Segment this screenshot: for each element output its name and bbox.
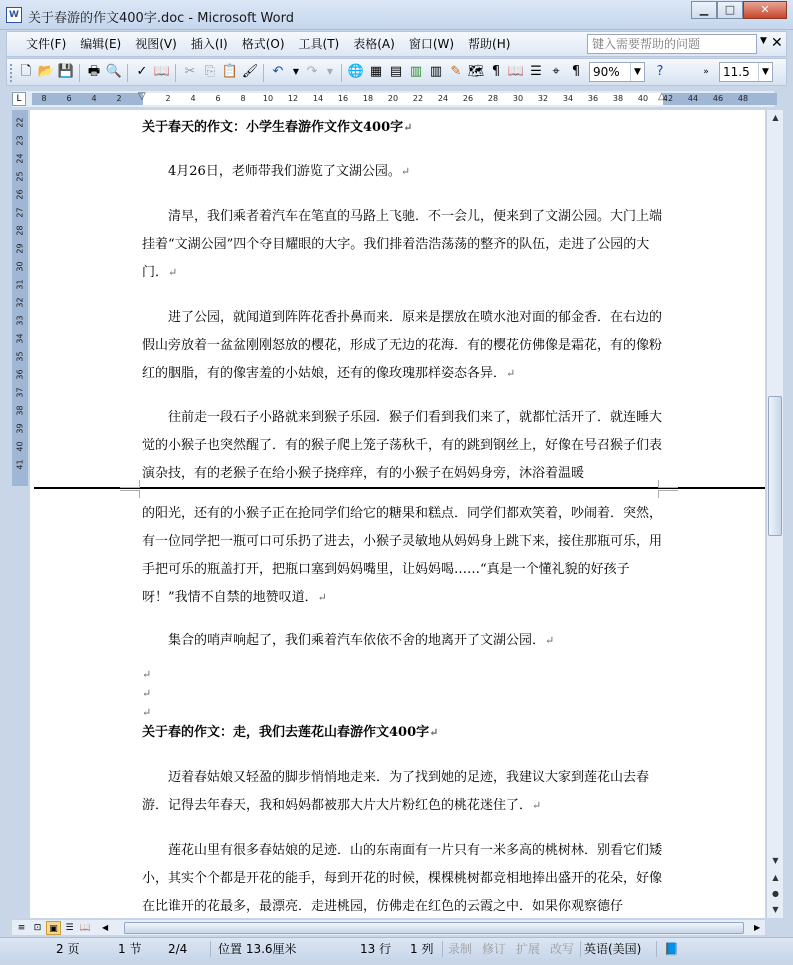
format-painter-icon[interactable]: 🖌 — [241, 64, 259, 79]
doc-paragraph: 的阳光，还有的小猴子正在抢同学们给它的糖果和糕点．同学们都欢笑着，吵闹着．突然，有一位同学把一瓶可口可乐扔了进去，小猴子灵敏地从妈妈身上跳下来，接住那瓶可乐，用手把可乐的瓶盖打开，把瓶口塞到妈妈嘴里，让妈妈喝……“真是一个懂礼貌的好孩子呀！”我情不自禁的地赞叹道．↵ — [142, 506, 663, 605]
ruler-tick: 26 — [462, 94, 474, 103]
vruler-tick: 38 — [15, 405, 25, 416]
ruler-tick: 24 — [437, 94, 449, 103]
tables-borders-icon[interactable]: ▦ — [369, 64, 383, 79]
ruler-tick: 2 — [165, 94, 171, 103]
menu-insert[interactable]: 插入(I) — [190, 37, 228, 51]
research-icon[interactable]: 📖 — [153, 64, 171, 79]
doc-paragraph: 往前走一段石子小路就来到猴子乐园．猴子们看到我们来了，就都忙活开了．就连睡大觉的小猴子也突然醒了．有的猴子爬上笼子荡秋千，有的跳到钢丝上，好像在号召猴子们表演杂技，有的老猴子在给小猴子挠痒痒，有的小猴子在妈妈身旁，沐浴着温暖 — [142, 410, 663, 481]
status-separator — [442, 941, 443, 957]
help-dropdown-icon[interactable]: ▼ — [760, 36, 767, 46]
reading-mode-icon[interactable]: 📖 — [507, 64, 525, 79]
redo-icon[interactable]: ↷ — [306, 64, 318, 79]
ruler-tick: 36 — [587, 94, 599, 103]
ruler-tick: 46 — [712, 94, 724, 103]
status-column: 1 列 — [410, 942, 434, 956]
print-layout-icon[interactable]: ▣ — [46, 921, 61, 935]
doc-paragraph: 莲花山里有很多春姑娘的足迹．山的东南面有一片只有一米多高的桃树林．别看它们矮小，其实个个都是开花的能手，每到开花的时候，棵棵桃树都竞相地捧出盛开的花朵，好像在比谁开的花最多，最漂亮．走进桃园，仿佛走在红色的云霞之中．如果你观察德仔 — [142, 843, 663, 914]
menu-view[interactable]: 视图(V) — [135, 37, 177, 51]
print-preview-icon[interactable]: 🔍 — [105, 64, 123, 79]
font-size-value: 11.5 — [723, 65, 750, 79]
scroll-down-icon[interactable]: ▼ — [772, 856, 779, 865]
doc-heading: 关于春的作文：走，我们去莲花山春游作文400字↵ — [142, 725, 439, 740]
paragraph-mark: ↵ — [429, 726, 439, 739]
ruler-tick: 6 — [215, 94, 221, 103]
zoom-value: 90% — [593, 65, 620, 79]
spelling-icon[interactable]: ✓ — [136, 64, 148, 79]
web-layout-icon[interactable]: ⊡ — [33, 923, 42, 933]
vruler-tick: 26 — [15, 189, 25, 200]
toolbar-separator — [341, 64, 342, 82]
vertical-scrollbar[interactable] — [766, 110, 783, 918]
vruler-tick: 34 — [15, 333, 25, 344]
ruler-tick: 40 — [637, 94, 649, 103]
horizontal-ruler-area — [12, 91, 774, 107]
vruler-tick: 25 — [15, 171, 25, 182]
menu-table[interactable]: 表格(A) — [353, 37, 395, 51]
toolbar-separator — [79, 64, 80, 82]
ruler-tick: 34 — [562, 94, 574, 103]
doc-paragraph: 清早，我们乘者着汽车在笔直的马路上飞驰．不一会儿，便来到了文湖公园。大门上端挂着“文湖公园”四个夺目耀眼的大字。我们排着浩浩荡荡的整齐的队伍，走进了公园的大门．↵ — [142, 209, 663, 280]
vruler-tick: 33 — [15, 315, 25, 326]
menu-format[interactable]: 格式(O) — [241, 37, 285, 51]
help-icon[interactable]: ? — [656, 64, 664, 79]
browse-object-icon[interactable]: ● — [772, 889, 779, 898]
ruler-tick: 16 — [337, 94, 349, 103]
drawing-icon[interactable]: ✎ — [450, 64, 462, 79]
status-language[interactable]: 英语(美国) — [584, 942, 642, 956]
horizontal-ruler[interactable] — [32, 93, 777, 105]
zoom-dropdown-icon[interactable]: ▼ — [630, 63, 644, 81]
copy-icon[interactable]: ⎘ — [204, 64, 216, 79]
ruler-tick: 14 — [312, 94, 324, 103]
margin-corner-mark — [120, 490, 140, 498]
vertical-ruler[interactable] — [12, 110, 28, 486]
document-canvas[interactable] — [30, 110, 765, 918]
paragraph-mark: ↵ — [403, 121, 413, 134]
first-line-indent-marker[interactable]: ▽ — [138, 91, 146, 102]
ruler-tick: 18 — [362, 94, 374, 103]
document-map-icon[interactable]: 🗺 — [467, 64, 485, 79]
undo-dropdown-icon[interactable]: ▼ — [292, 67, 300, 76]
doc-paragraph: 集合的哨声响起了，我们乘着汽车依依不舍的地离开了文湖公园．↵ — [142, 633, 555, 648]
empty-paragraph: ↵ — [142, 668, 152, 681]
paragraph-mark: ↵ — [506, 367, 516, 380]
previous-page-icon[interactable]: ▲ — [772, 873, 779, 882]
vruler-tick: 30 — [15, 261, 25, 272]
font-size-select[interactable] — [719, 62, 773, 82]
menu-bar — [6, 31, 787, 57]
toolbar-grip[interactable] — [10, 64, 13, 82]
vruler-tick: 28 — [15, 225, 25, 236]
paste-icon[interactable]: 📋 — [221, 64, 239, 79]
maximize-button[interactable]: □ — [717, 1, 743, 19]
spelling-status-icon[interactable]: 📘 — [664, 942, 679, 956]
doc-heading: 关于春天的作文：小学生春游作文作文400字↵ — [142, 120, 413, 135]
show-hide-icon[interactable]: ¶ — [491, 64, 501, 79]
standard-toolbar — [6, 58, 787, 86]
toolbar-separator — [127, 64, 128, 82]
status-section: 1 节 — [118, 942, 142, 956]
close-button[interactable]: ✕ — [743, 1, 787, 19]
ruler-tick: 38 — [612, 94, 624, 103]
ruler-tick: 32 — [537, 94, 549, 103]
drawing-tools-icon[interactable]: ⌖ — [552, 64, 560, 79]
paragraph-mark: ↵ — [317, 591, 327, 604]
window-title: 关于春游的作文400字.doc - Microsoft Word — [28, 11, 294, 26]
vruler-tick: 40 — [15, 441, 25, 452]
empty-paragraph: ↵ — [142, 706, 152, 719]
paragraph-mark: ↵ — [545, 634, 555, 647]
redo-dropdown-icon[interactable]: ▼ — [326, 67, 334, 76]
vruler-tick: 36 — [15, 369, 25, 380]
ruler-tick: 20 — [387, 94, 399, 103]
open-folder-icon[interactable]: 📂 — [37, 64, 55, 79]
ruler-tick: 6 — [66, 94, 72, 103]
window-controls — [691, 1, 787, 19]
ruler-tick: 48 — [737, 94, 749, 103]
ruler-tick: 42 — [662, 94, 674, 103]
ruler-text-area — [143, 93, 663, 105]
status-overtype[interactable]: 改写 — [550, 942, 575, 956]
vruler-tick: 27 — [15, 207, 25, 218]
status-page-of: 2/4 — [168, 942, 188, 956]
status-position: 位置 13.6厘米 — [218, 942, 297, 956]
right-indent-marker[interactable]: △ — [658, 91, 666, 102]
word-app-icon[interactable]: W — [6, 7, 22, 23]
ruler-tick: 28 — [487, 94, 499, 103]
paragraph-mark: ↵ — [168, 266, 178, 279]
scroll-right-icon[interactable]: ▶ — [754, 923, 761, 932]
ruler-tick: 44 — [687, 94, 699, 103]
menu-window[interactable]: 窗口(W) — [408, 37, 455, 51]
status-separator — [210, 941, 211, 957]
toolbar-separator — [263, 64, 264, 82]
vruler-tick: 32 — [15, 297, 25, 308]
cut-icon[interactable]: ✂ — [184, 64, 196, 79]
margin-corner-mark — [120, 480, 140, 488]
status-page: 2 页 — [56, 942, 80, 956]
toolbar-separator — [175, 64, 176, 82]
ruler-tick: 22 — [412, 94, 424, 103]
outline-view-icon[interactable]: ☰ — [65, 923, 74, 933]
status-separator — [656, 941, 657, 957]
hyperlink-icon[interactable]: 🌐 — [347, 64, 365, 79]
undo-icon[interactable]: ↶ — [272, 64, 284, 79]
ruler-tick: 30 — [512, 94, 524, 103]
ruler-tick: 2 — [116, 94, 122, 103]
margin-corner-mark — [658, 490, 678, 498]
vruler-tick: 24 — [15, 153, 25, 164]
new-document-icon[interactable]: 🗋 — [20, 64, 32, 79]
status-track-changes[interactable]: 修订 — [482, 942, 507, 956]
status-extend[interactable]: 扩展 — [516, 942, 541, 956]
scroll-up-icon[interactable]: ▲ — [772, 113, 779, 122]
menu-edit[interactable]: 编辑(E) — [80, 37, 122, 51]
doc-paragraph: 4月26日，老师带我们游览了文湖公园。↵ — [142, 164, 411, 179]
ruler-tick: 12 — [287, 94, 299, 103]
vruler-tick: 41 — [15, 459, 25, 470]
menu-tools[interactable]: 工具(T) — [298, 37, 340, 51]
pilcrow-toggle-icon[interactable]: ¶ — [571, 64, 581, 79]
toolbar-options-icon[interactable]: » — [703, 67, 709, 77]
vruler-tick: 29 — [15, 243, 25, 254]
columns-layout-icon[interactable]: ☰ — [530, 64, 542, 79]
insert-excel-icon[interactable]: ▥ — [409, 64, 423, 79]
minimize-button[interactable]: ▁ — [691, 1, 717, 19]
tab-selector-icon[interactable]: L — [12, 92, 26, 106]
paragraph-mark: ↵ — [400, 165, 411, 178]
status-bar — [0, 937, 793, 959]
horizontal-scroll-thumb[interactable] — [124, 922, 744, 934]
doc-paragraph: 迈着春姑娘又轻盈的脚步悄悄地走来．为了找到她的足迹，我建议大家到莲花山去春游．记得去年春天，我和妈妈都被那大片大片粉红色的桃花迷住了．↵ — [142, 770, 650, 813]
help-search-input[interactable]: 键入需要帮助的问题 — [587, 34, 757, 54]
empty-paragraph: ↵ — [142, 687, 152, 700]
menu-help[interactable]: 帮助(H) — [468, 37, 511, 51]
vertical-scroll-thumb[interactable] — [768, 396, 782, 536]
ruler-tick: 10 — [262, 94, 274, 103]
ruler-tick: 4 — [91, 94, 97, 103]
title-bar — [0, 0, 793, 30]
vruler-tick: 35 — [15, 351, 25, 362]
status-separator — [580, 941, 581, 957]
status-line: 13 行 — [360, 942, 392, 956]
columns-icon[interactable]: ▥ — [429, 64, 443, 79]
doc-paragraph: 进了公园，就闻道到阵阵花香扑鼻而来．原来是摆放在喷水池对面的郁金香．在右边的假山旁放着一盆盆刚刚怒放的樱花，形成了无边的花海．有的樱花仿佛像是霜花，有的像粉红的胭脂，有的像害羞的小姑娘，还有的像玫瑰那样姿态各异．↵ — [142, 310, 663, 381]
font-size-dropdown-icon[interactable]: ▼ — [758, 63, 772, 81]
save-icon[interactable]: 💾 — [57, 64, 75, 79]
ruler-tick: 4 — [190, 94, 196, 103]
document-close-button[interactable]: ✕ — [771, 35, 783, 51]
ruler-tick: 8 — [240, 94, 246, 103]
print-icon[interactable]: 🖶 — [87, 64, 101, 79]
scroll-left-icon[interactable]: ◀ — [102, 923, 109, 932]
vruler-tick: 23 — [15, 135, 25, 146]
ruler-tick: 8 — [41, 94, 47, 103]
vruler-tick: 37 — [15, 387, 25, 398]
reading-layout-icon[interactable]: 📖 — [79, 923, 92, 933]
insert-table-icon[interactable]: ▤ — [389, 64, 403, 79]
normal-view-icon[interactable]: ≡ — [17, 923, 26, 933]
vruler-tick: 22 — [15, 117, 25, 128]
view-and-hscroll-bar — [12, 919, 765, 935]
next-page-icon[interactable]: ▼ — [772, 905, 779, 914]
vruler-tick: 39 — [15, 423, 25, 434]
menu-items — [19, 36, 517, 53]
zoom-select[interactable] — [589, 62, 645, 82]
vruler-tick: 31 — [15, 279, 25, 290]
menu-file[interactable]: 文件(F) — [26, 37, 67, 51]
paragraph-mark: ↵ — [532, 799, 542, 812]
status-record[interactable]: 录制 — [448, 942, 473, 956]
